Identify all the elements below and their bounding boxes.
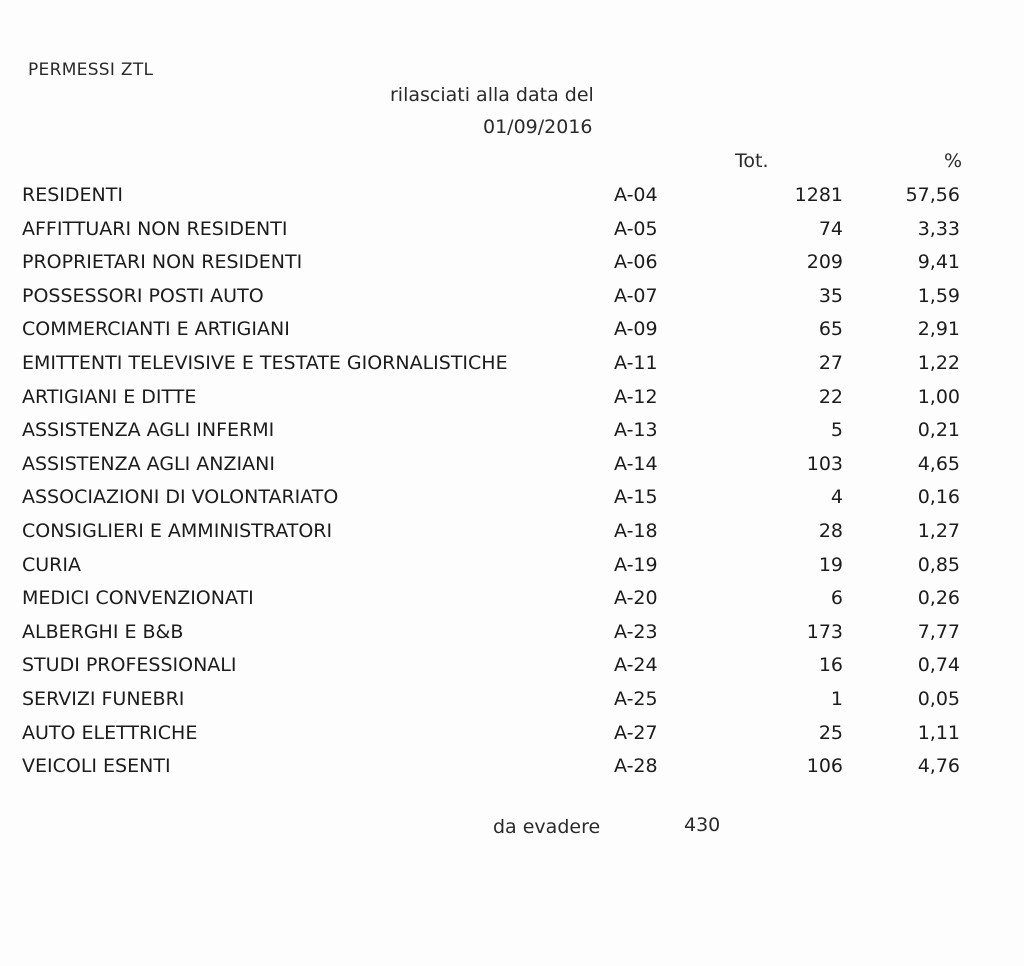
row-tot: 27 xyxy=(818,351,843,374)
row-tot: 103 xyxy=(806,452,843,475)
row-name: ASSISTENZA AGLI INFERMI xyxy=(22,419,275,442)
row-tot: 35 xyxy=(818,284,843,307)
row-code: A-14 xyxy=(614,452,658,475)
table-row xyxy=(0,449,1024,483)
row-tot: 6 xyxy=(830,587,843,610)
table-row xyxy=(0,382,1024,416)
row-code: A-07 xyxy=(614,284,658,307)
row-tot: 65 xyxy=(818,318,843,341)
table-row xyxy=(0,550,1024,584)
table-row xyxy=(0,247,1024,281)
row-pct: 7,77 xyxy=(917,620,960,643)
row-tot: 209 xyxy=(806,251,843,274)
row-pct: 3,33 xyxy=(917,217,960,240)
row-pct: 9,41 xyxy=(917,251,960,274)
row-code: A-15 xyxy=(614,486,658,509)
table-row xyxy=(0,348,1024,382)
column-header-pct: % xyxy=(944,150,963,172)
row-pct: 1,27 xyxy=(917,519,960,542)
row-code: A-13 xyxy=(614,419,658,442)
row-code: A-04 xyxy=(614,184,658,206)
document-title: PERMESSI ZTL xyxy=(28,60,154,80)
table-row xyxy=(0,180,1024,214)
document-date: 01/09/2016 xyxy=(483,116,593,138)
row-code: A-06 xyxy=(614,251,658,274)
row-name: VEICOLI ESENTI xyxy=(22,755,171,778)
permits-table xyxy=(0,180,1024,785)
row-pct: 0,85 xyxy=(917,553,960,576)
row-tot: 19 xyxy=(818,553,843,576)
row-name: MEDICI CONVENZIONATI xyxy=(22,587,254,610)
row-code: A-05 xyxy=(614,217,658,240)
row-pct: 2,91 xyxy=(917,318,960,341)
table-row xyxy=(0,281,1024,315)
row-pct: 0,05 xyxy=(917,687,960,710)
table-row xyxy=(0,718,1024,752)
row-pct: 0,21 xyxy=(917,419,960,442)
row-pct: 1,11 xyxy=(917,721,960,744)
row-tot: 25 xyxy=(818,721,843,744)
row-name: STUDI PROFESSIONALI xyxy=(22,654,237,677)
row-pct: 0,26 xyxy=(917,587,960,610)
row-name: CURIA xyxy=(22,553,81,576)
row-code: A-28 xyxy=(614,755,658,778)
row-code: A-09 xyxy=(614,318,658,341)
row-tot: 1281 xyxy=(794,184,843,206)
row-code: A-24 xyxy=(614,654,658,677)
row-name: AFFITTUARI NON RESIDENTI xyxy=(22,217,288,240)
table-row xyxy=(0,617,1024,651)
row-tot: 173 xyxy=(806,620,843,643)
row-name: COMMERCIANTI E ARTIGIANI xyxy=(22,318,290,341)
row-pct: 4,76 xyxy=(917,755,960,778)
footer-label: da evadere xyxy=(493,816,601,838)
row-tot: 4 xyxy=(830,486,843,509)
table-row xyxy=(0,482,1024,516)
table-row xyxy=(0,516,1024,550)
row-code: A-11 xyxy=(614,351,658,374)
row-pct: 0,74 xyxy=(917,654,960,677)
row-name: ARTIGIANI E DITTE xyxy=(22,385,197,408)
row-code: A-20 xyxy=(614,587,658,610)
row-tot: 28 xyxy=(818,519,843,542)
row-name: RESIDENTI xyxy=(22,184,123,206)
row-code: A-12 xyxy=(614,385,658,408)
row-pct: 1,59 xyxy=(917,284,960,307)
row-pct: 1,00 xyxy=(917,385,960,408)
row-name: POSSESSORI POSTI AUTO xyxy=(22,284,264,307)
row-name: ASSOCIAZIONI DI VOLONTARIATO xyxy=(22,486,339,509)
footer-value: 430 xyxy=(684,814,721,836)
table-row xyxy=(0,751,1024,785)
row-tot: 5 xyxy=(830,419,843,442)
row-code: A-23 xyxy=(614,620,658,643)
row-code: A-25 xyxy=(614,687,658,710)
table-row xyxy=(0,650,1024,684)
table-row xyxy=(0,214,1024,248)
column-header-tot: Tot. xyxy=(735,150,769,172)
row-tot: 16 xyxy=(818,654,843,677)
row-name: SERVIZI FUNEBRI xyxy=(22,687,185,710)
document-subtitle: rilasciati alla data del xyxy=(390,84,594,106)
row-tot: 1 xyxy=(830,687,843,710)
row-name: ALBERGHI E B&B xyxy=(22,620,184,643)
row-pct: 57,56 xyxy=(905,184,960,206)
row-name: AUTO ELETTRICHE xyxy=(22,721,198,744)
table-row xyxy=(0,583,1024,617)
row-tot: 74 xyxy=(818,217,843,240)
row-name: PROPRIETARI NON RESIDENTI xyxy=(22,251,303,274)
row-name: EMITTENTI TELEVISIVE E TESTATE GIORNALISTICHE xyxy=(22,351,508,374)
row-name: ASSISTENZA AGLI ANZIANI xyxy=(22,452,275,475)
row-pct: 0,16 xyxy=(917,486,960,509)
row-tot: 106 xyxy=(806,755,843,778)
row-pct: 1,22 xyxy=(917,351,960,374)
row-name: CONSIGLIERI E AMMINISTRATORI xyxy=(22,519,333,542)
row-pct: 4,65 xyxy=(917,452,960,475)
row-code: A-27 xyxy=(614,721,658,744)
row-tot: 22 xyxy=(818,385,843,408)
table-row xyxy=(0,415,1024,449)
row-code: A-18 xyxy=(614,519,658,542)
table-row xyxy=(0,684,1024,718)
row-code: A-19 xyxy=(614,553,658,576)
table-row xyxy=(0,314,1024,348)
